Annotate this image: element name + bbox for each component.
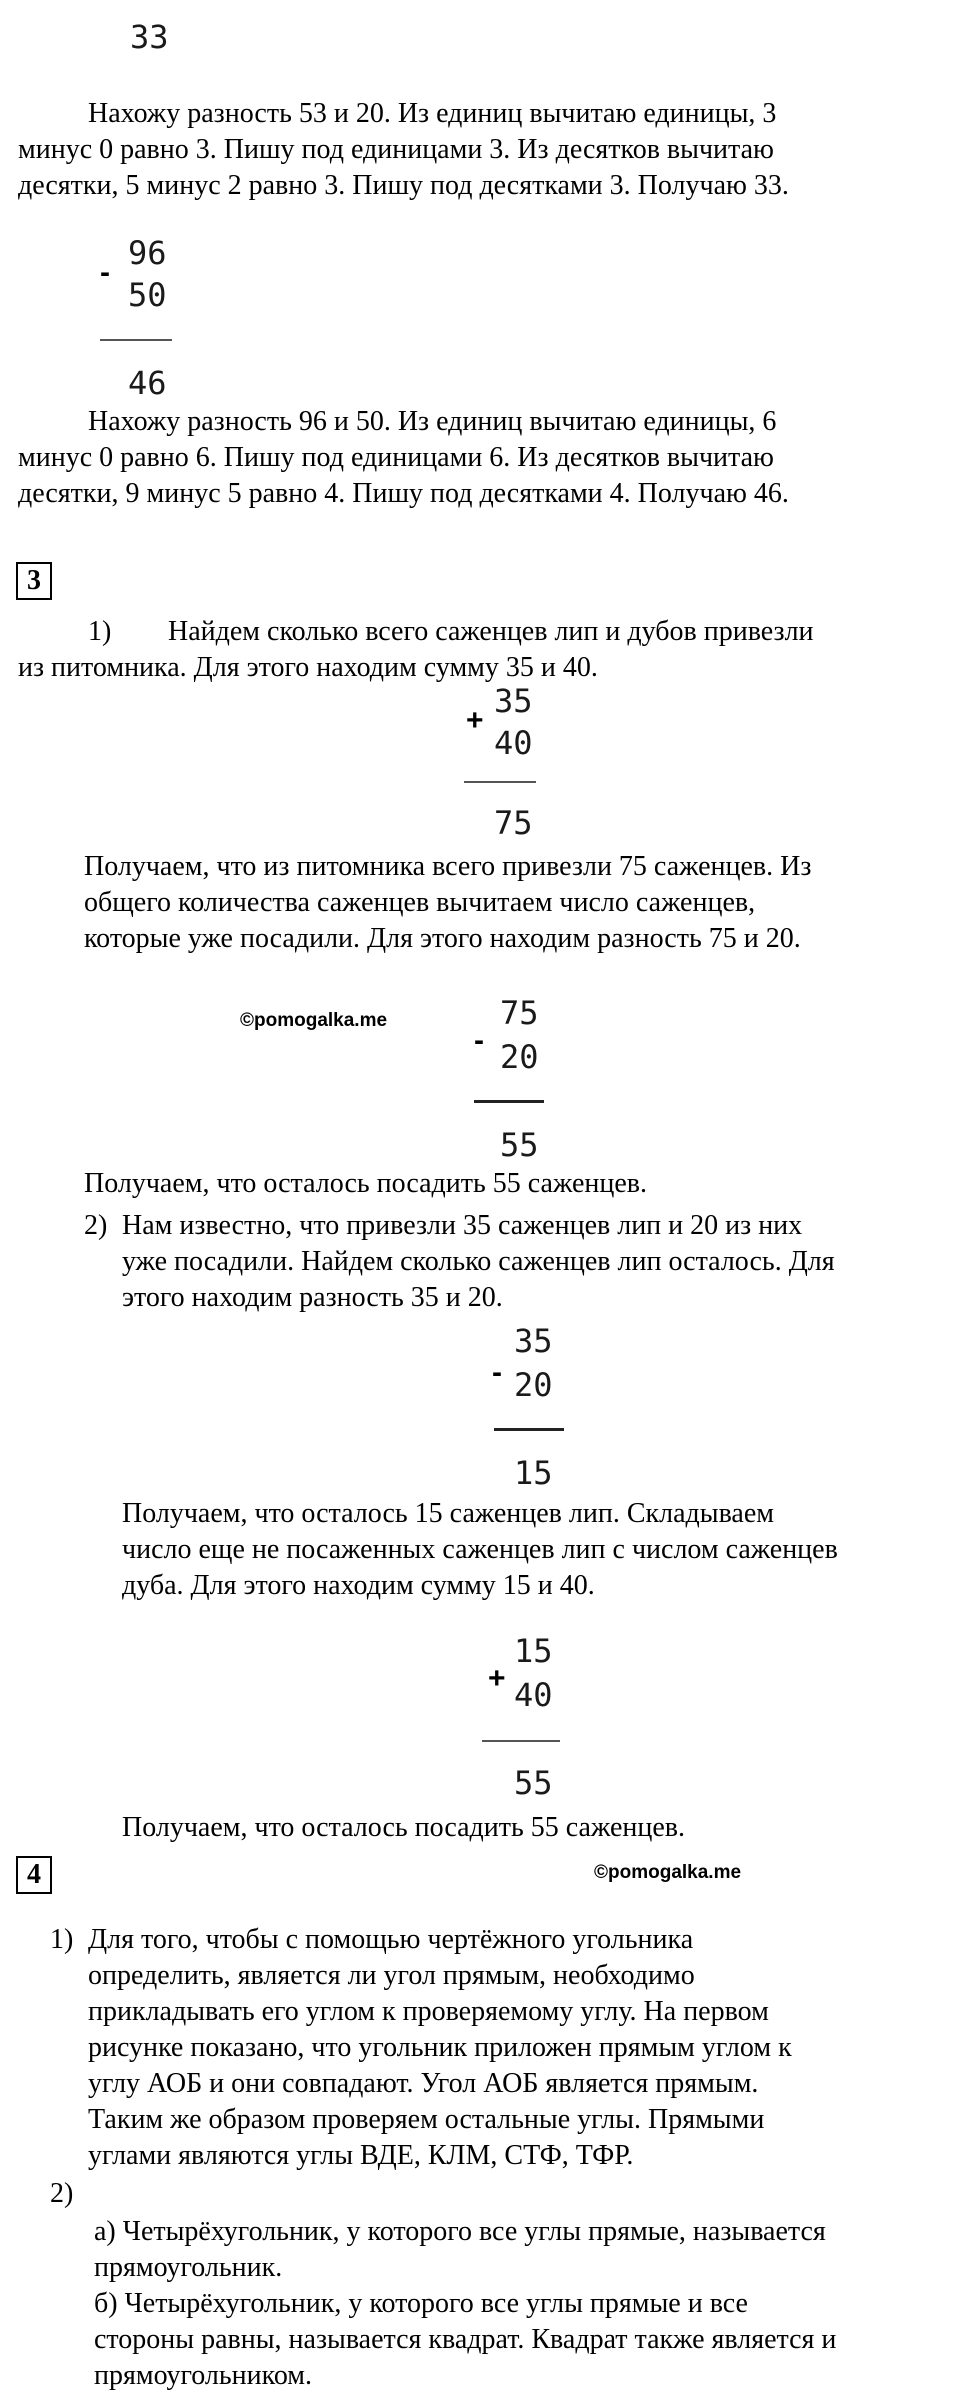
difference: 55	[500, 1126, 539, 1164]
paragraph-2-line-2: минус 0 равно 6. Пишу под единицами 6. Из десятков вычитаю	[18, 442, 774, 473]
paragraph-1-line-2: минус 0 равно 3. Пишу под единицами 3. Из десятков вычитаю	[18, 134, 774, 165]
addend-1: 15	[514, 1632, 553, 1670]
task-3-item-1-line-1: Найдем сколько всего саженцев лип и дубов привезли	[168, 616, 814, 647]
task-3-para-a-line-2: общего количества саженцев вычитаем число саженцев,	[84, 887, 756, 918]
result-line	[474, 1100, 544, 1103]
subtrahend: 20	[514, 1366, 553, 1404]
task-3-para-a-line-3: которые уже посадили. Для этого находим разность 75 и 20.	[84, 923, 801, 954]
subtrahend: 50	[128, 276, 167, 314]
task-3-item-2-line-3: этого находим разность 35 и 20.	[122, 1282, 503, 1313]
minuend: 96	[128, 234, 167, 272]
task-3-result-b: Получаем, что осталось посадить 55 саженцев.	[84, 1168, 648, 1199]
task-4-item-1-line-7: углами являются углы ВДЕ, КЛМ, СТФ, ТФР.	[88, 2140, 634, 2171]
task-4-item-2-line-5: прямоугольником.	[94, 2360, 313, 2391]
watermark: ©pomogalka.me	[240, 1010, 388, 1031]
top-result: 33	[130, 18, 169, 56]
paragraph-2-line-3: десятки, 9 минус 5 равно 4. Пишу под десятками 4. Получаю 46.	[18, 478, 789, 509]
result-line	[464, 781, 536, 783]
task-3-para-c-line-3: дуба. Для этого находим сумму 15 и 40.	[122, 1570, 595, 1601]
task-3-para-c-line-2: число еще не посаженных саженцев лип с числом саженцев	[122, 1534, 838, 1565]
task-3-item-2-line-1: Нам известно, что привезли 35 саженцев лип и 20 из них	[122, 1210, 803, 1241]
task-4-item-1-line-5: углу АОБ и они совпадают. Угол АОБ является прямым.	[88, 2068, 759, 2099]
task-3-result-d: Получаем, что осталось посадить 55 саженцев.	[122, 1812, 686, 1843]
result-line	[100, 339, 172, 341]
result-line	[494, 1428, 564, 1431]
task-4-item-1-line-1: Для того, чтобы с помощью чертёжного угольника	[88, 1924, 694, 1955]
watermark: ©pomogalka.me	[594, 1862, 742, 1883]
minus-sign: -	[100, 256, 110, 289]
task-4-item-1-line-3: прикладывать его углом к проверяемому углу. На первом	[88, 1996, 769, 2027]
difference: 46	[128, 364, 167, 402]
plus-sign: +	[488, 1662, 506, 1695]
task-4-item-2-line-2: прямоугольник.	[94, 2252, 283, 2283]
paragraph-1-line-1: Нахожу разность 53 и 20. Из единиц вычитаю единицы, 3	[88, 98, 777, 129]
task-3-para-c-line-1: Получаем, что осталось 15 саженцев лип. Складываем	[122, 1498, 774, 1529]
task-3-para-a-line-1: Получаем, что из питомника всего привезли 75 саженцев. Из	[84, 851, 812, 882]
task-3-item-2-marker: 2)	[84, 1210, 108, 1241]
task-4-number: 4	[16, 1856, 52, 1894]
task-4-item-1-line-4: рисунке показано, что угольник приложен прямым углом к	[88, 2032, 792, 2063]
task-4-item-2-line-3: б) Четырёхугольник, у которого все углы прямые и все	[94, 2288, 748, 2319]
task-4-item-2-line-4: стороны равны, называется квадрат. Квадрат также является и	[94, 2324, 837, 2355]
addend-2: 40	[494, 724, 533, 762]
minuend: 75	[500, 994, 539, 1032]
difference: 15	[514, 1454, 553, 1492]
sum: 75	[494, 804, 533, 842]
task-4-item-2-marker: 2)	[50, 2178, 74, 2209]
paragraph-2-line-1: Нахожу разность 96 и 50. Из единиц вычитаю единицы, 6	[88, 406, 777, 437]
paragraph-1-line-3: десятки, 5 минус 2 равно 3. Пишу под десятками 3. Получаю 33.	[18, 170, 789, 201]
task-3-number: 3	[16, 562, 52, 600]
task-3-item-1-line-2: из питомника. Для этого находим сумму 35 и 40.	[18, 652, 598, 683]
minus-sign: -	[474, 1024, 484, 1057]
subtrahend: 20	[500, 1038, 539, 1076]
task-4-item-1-marker: 1)	[50, 1924, 74, 1955]
sum: 55	[514, 1764, 553, 1802]
task-3-item-2-line-2: уже посадили. Найдем сколько саженцев лип осталось. Для	[122, 1246, 835, 1277]
task-4-item-2-line-1: а) Четырёхугольник, у которого все углы прямые, называется	[94, 2216, 826, 2247]
plus-sign: +	[466, 704, 484, 737]
minuend: 35	[514, 1322, 553, 1360]
addend-1: 35	[494, 682, 533, 720]
result-line	[482, 1740, 560, 1742]
task-3-item-1-marker: 1)	[88, 616, 112, 647]
addend-2: 40	[514, 1676, 553, 1714]
minus-sign: -	[492, 1356, 502, 1389]
task-4-item-1-line-6: Таким же образом проверяем остальные углы. Прямыми	[88, 2104, 765, 2135]
task-4-item-1-line-2: определить, является ли угол прямым, необходимо	[88, 1960, 695, 1991]
